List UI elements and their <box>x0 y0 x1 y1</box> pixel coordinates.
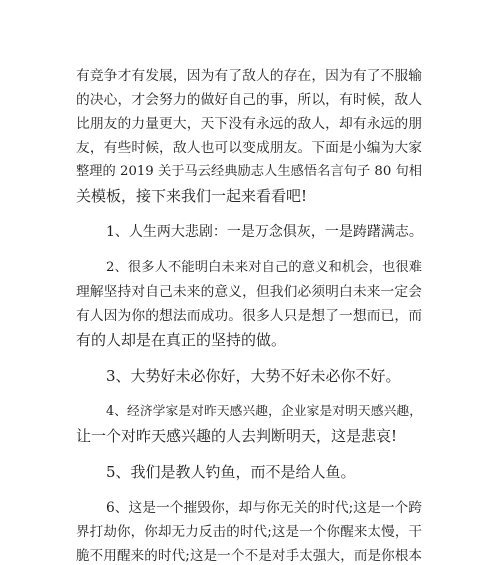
text-line: 脆不用醒来的时代;这是一个不是对手太强大，而是你根本 <box>76 548 422 564</box>
quote-item-2 <box>76 256 422 352</box>
quote-item-4 <box>76 400 422 448</box>
text-line: 6、这是一个摧毁你，却与你无关的时代;这是一个跨 <box>106 500 422 516</box>
text-line: 让一个对昨天感兴趣的人去判断明天，这是悲哀! <box>76 427 398 445</box>
text-line: 有人因为你的想法而成功。很多人只是想了一想而已，而 <box>76 308 422 324</box>
text-line: 有的人却是在真正的坚持的做。 <box>76 331 287 349</box>
text-line: 有竞争才有发展，因为有了敌人的存在，因为有了不服输 <box>76 68 422 84</box>
text-line: 的决心，才会努力的做好自己的事，所以，有时候，敌人 <box>76 92 422 108</box>
text-line: 整理的 2019 关于马云经典励志人生感悟名言句子 80 句相 <box>76 164 422 179</box>
text-line: 1、人生两大悲剧：一是万念俱灰，一是踌躇满志。 <box>106 224 423 240</box>
quote-item-6 <box>76 496 422 565</box>
text-line: 2、很多人不能明白未来对自己的意义和机会，也很难 <box>106 260 422 275</box>
text-line: 比朋友的力量更大，天下没有永远的敌人，却有永远的朋 <box>76 116 422 132</box>
text-line: 4、经济学家是对昨天感兴趣，企业家是对明天感兴趣， <box>106 404 422 419</box>
quote-item-3 <box>76 364 422 388</box>
article-body <box>76 64 422 565</box>
text-line: 5、我们是教人钓鱼，而不是给人鱼。 <box>106 463 356 481</box>
text-line: 界打劫你，你却无力反击的时代;这是一个你醒来太慢，干 <box>76 524 422 540</box>
text-line: 关模板，接下来我们一起来看看吧! <box>76 187 308 205</box>
text-line: 理解坚持对自己未来的意义，但我们必须明白未来一定会 <box>76 284 422 300</box>
intro-paragraph <box>76 64 422 208</box>
quote-item-1 <box>76 220 422 244</box>
text-line: 友，有些时候，敌人也可以变成朋友。下面是小编为大家 <box>76 140 422 156</box>
quote-item-5 <box>76 460 422 484</box>
text-line: 3、大势好未必你好，大势不好未必你不好。 <box>106 367 401 385</box>
